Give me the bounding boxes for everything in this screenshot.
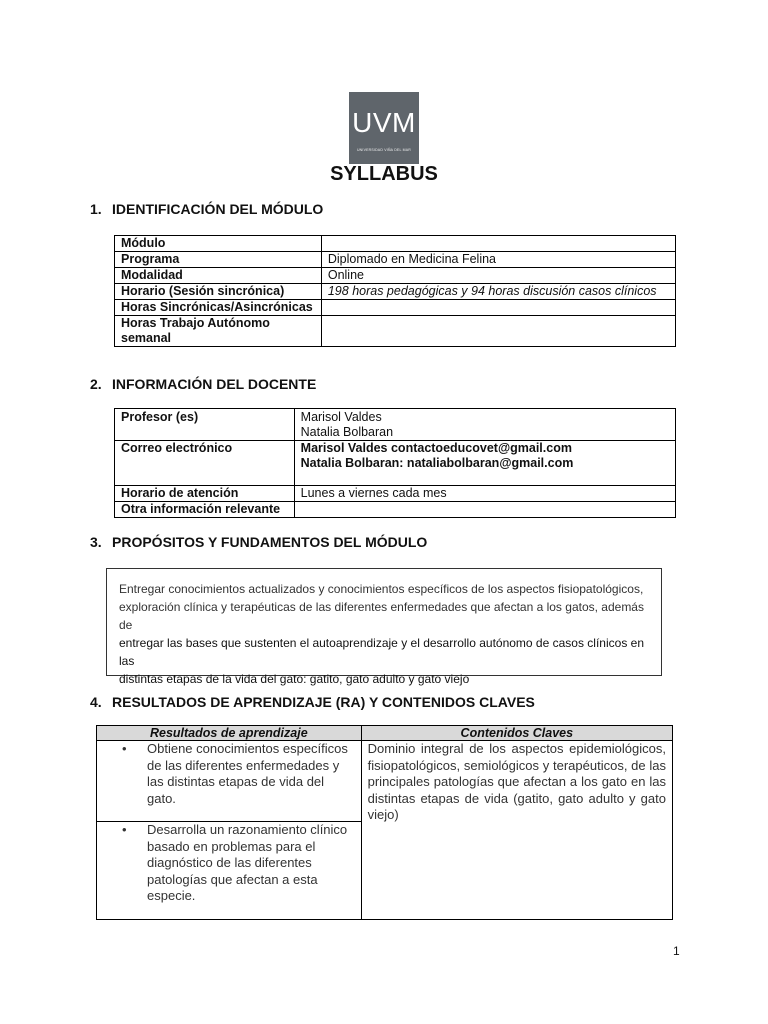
- autonomous-hours-label: [115, 316, 322, 347]
- table-row: [97, 741, 673, 822]
- section-number: 3.: [90, 534, 102, 550]
- table-row: [115, 441, 676, 486]
- teacher-table: [114, 408, 676, 518]
- program-label: Programa: [115, 252, 322, 268]
- other-info-label: Otra información relevante: [115, 502, 295, 518]
- header-learning-outcomes: Resultados de aprendizaje: [97, 726, 362, 741]
- section-title: PROPÓSITOS Y FUNDAMENTOS DEL MÓDULO: [112, 534, 428, 550]
- section-heading-4: [90, 694, 535, 710]
- purpose-line: Entregar conocimientos actualizados y conocimientos específicos de los aspectos fisiopatológicos,: [119, 582, 644, 596]
- purpose-line: distintas etapas de la vida del gato: gatito, gato adulto y gato viejo: [119, 672, 470, 686]
- learning-outcome-text: Obtiene conocimientos específicos de las diferentes enfermedades y las distintas etapas de vida del gato.: [147, 741, 348, 806]
- purpose-line: exploración clínica y terapéuticas de las diferentes enfermedades que afectan a los gatos, además de: [119, 600, 644, 632]
- uvm-logo: [349, 92, 419, 164]
- section-title: IDENTIFICACIÓN DEL MÓDULO: [112, 201, 324, 217]
- office-hours-value: Lunes a viernes cada mes: [294, 486, 675, 502]
- modality-label: Modalidad: [115, 268, 322, 284]
- section-title: RESULTADOS DE APRENDIZAJE (RA) Y CONTENIDOS CLAVES: [112, 694, 535, 710]
- learning-outcome-text: Desarrolla un razonamiento clínico basado en problemas para el diagnóstico de las diferentes patologías que afectan a esta especie.: [147, 822, 348, 903]
- logo-text: UVM: [352, 107, 416, 138]
- email-line-1: Marisol Valdes contactoeducovet@gmail.com: [300, 441, 572, 455]
- schedule-label: Horario (Sesión sincrónica): [115, 284, 322, 300]
- professor-name-2: Natalia Bolbaran: [300, 425, 394, 439]
- purpose-box: [106, 568, 662, 686]
- hours-sync-value: [321, 300, 675, 316]
- autonomous-hours-value: [321, 316, 675, 347]
- professor-name-1: Marisol Valdes: [300, 410, 382, 424]
- table-row: [115, 268, 676, 284]
- email-line-2: Natalia Bolbaran: nataliabolbaran@gmail.com: [300, 456, 574, 470]
- autonomous-hours-label-line1: Horas Trabajo Autónomo: [121, 316, 270, 330]
- schedule-value: 198 horas pedagógicas y 94 horas discusión casos clínicos: [321, 284, 675, 300]
- modality-value: Online: [321, 268, 675, 284]
- section-heading-1: [90, 201, 323, 217]
- table-row: [115, 316, 676, 347]
- table-header-row: [97, 726, 673, 741]
- email-value: [294, 441, 675, 486]
- learning-outcomes-table: [96, 725, 673, 920]
- module-label: Módulo: [115, 236, 322, 252]
- hours-sync-label: Horas Sincrónicas/Asincrónicas: [115, 300, 322, 316]
- bullet-icon: •: [122, 741, 127, 756]
- section-title: INFORMACIÓN DEL DOCENTE: [112, 376, 317, 392]
- page-title: SYLLABUS: [330, 163, 438, 185]
- section-number: 4.: [90, 694, 102, 710]
- logo-subtext: UNIVERSIDAD VIÑA DEL MAR: [356, 148, 412, 152]
- page-number: 1: [673, 944, 680, 958]
- section-number: 2.: [90, 376, 102, 392]
- bullet-icon: •: [122, 822, 127, 837]
- learning-outcome-1: [97, 741, 362, 822]
- learning-outcome-2: [97, 822, 362, 920]
- section-heading-2: [90, 376, 316, 392]
- table-row: [115, 236, 676, 252]
- professor-value: [294, 409, 675, 441]
- table-row: [115, 300, 676, 316]
- program-value: Diplomado en Medicina Felina: [321, 252, 675, 268]
- module-value: [321, 236, 675, 252]
- key-contents-cell: [361, 741, 672, 920]
- table-row: [115, 252, 676, 268]
- email-label: Correo electrónico: [115, 441, 295, 486]
- key-contents-text: Dominio integral de los aspectos epidemiológicos, fisiopatológicos, semiológicos y terapéuticos, de las principales patologías que afectan a los gato en las distintas etapas de vida (gatito, gato adulto y gato viejo): [367, 741, 666, 822]
- other-info-value: [294, 502, 675, 518]
- table-row: [115, 284, 676, 300]
- table-row: [115, 502, 676, 518]
- section-number: 1.: [90, 201, 102, 217]
- section-heading-3: [90, 534, 427, 550]
- table-row: [115, 409, 676, 441]
- autonomous-hours-label-line2: semanal: [121, 331, 172, 345]
- office-hours-label: Horario de atención: [115, 486, 295, 502]
- header-key-contents: Contenidos Claves: [361, 726, 672, 741]
- purpose-line: entregar las bases que sustenten el autoaprendizaje y el desarrollo autónomo de casos clínicos en las: [119, 636, 644, 668]
- table-row: [115, 486, 676, 502]
- module-table: [114, 235, 676, 347]
- professor-label: Profesor (es): [115, 409, 295, 441]
